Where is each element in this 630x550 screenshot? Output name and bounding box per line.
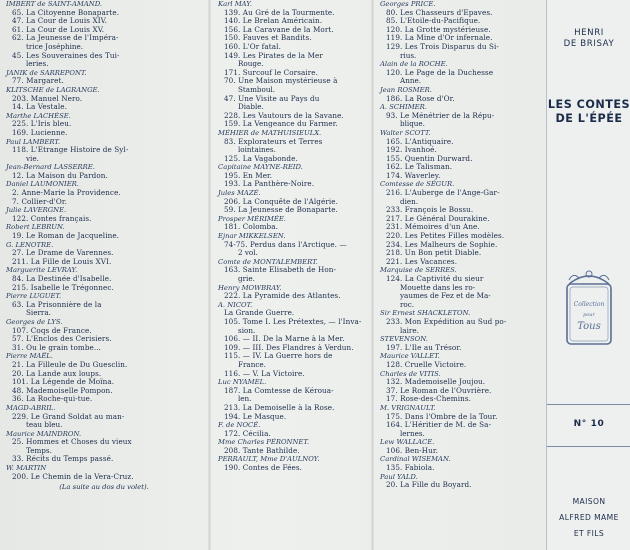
book-title: 163. Sainte Élisabeth de Hon- <box>224 266 337 275</box>
book-title: 193. La Panthère-Noire. <box>224 180 315 189</box>
author-name: Maurice VALLET. <box>380 352 440 361</box>
cover-title <box>547 98 630 126</box>
book-title-continued: lointaines. <box>238 146 276 155</box>
book-title: 27. Le Drame de Varennes. <box>12 249 114 258</box>
book-title: 233. François le Bossu. <box>386 206 474 215</box>
author-name: Marquise de SERRES. <box>380 266 457 275</box>
book-title: 20. La Lande aux loups. <box>12 369 102 378</box>
book-title: 45. Les Souveraines des Tui- <box>12 51 120 60</box>
book-title: 206. La Conquête de l'Algérie. <box>224 197 339 206</box>
book-title: 186. La Rose d'Or. <box>386 94 455 103</box>
book-title: 25. Hommes et Choses du vieux <box>12 438 132 447</box>
book-title: 124. La Captivité du sieur <box>386 275 484 283</box>
book-title: 33. Récits du Temps passé. <box>12 455 114 464</box>
book-title: 203. Manuel Nero. <box>12 94 83 103</box>
author-name: Karl MAY. <box>218 0 253 8</box>
book-title: 229. Le Grand Soldat au man- <box>12 412 125 421</box>
book-title-continued: Temps. <box>26 446 52 455</box>
book-title: 19. Le Roman de Jacqueline. <box>12 232 120 241</box>
book-title: 85. L'Étoile-du-Pacifique. <box>386 17 481 26</box>
book-title: 234. Les Malheurs de Sophie. <box>386 240 498 249</box>
author-name: Comte de MONTALEMBERT. <box>218 257 318 266</box>
book-title-continued: rius. <box>400 51 417 60</box>
book-title: 149. Les Pirates de la Mer <box>224 51 323 60</box>
author-name: W. MARTIN <box>6 464 47 473</box>
book-title-continued: 2 vol. <box>238 249 258 258</box>
author-name: MAGD-ABRIL. <box>6 403 56 412</box>
author-name: STEVENSON. <box>380 335 428 344</box>
catalog-column-2 <box>212 0 372 550</box>
book-title: 217. Le Général Dourakine. <box>386 214 490 223</box>
svg-text:pour: pour <box>583 312 595 318</box>
author-name: Capitaine MAYNE-REID. <box>218 163 303 172</box>
book-title-continued: blique. <box>400 120 425 129</box>
collection-ornament-icon <box>559 266 619 352</box>
author-name: Maurice MAINDRON. <box>6 429 82 438</box>
book-title: 135. Fabiola. <box>386 464 435 473</box>
cover-rule <box>547 446 630 447</box>
author-name: Comtesse de SÉGUR. <box>380 180 455 189</box>
author-name: Charles de VITIS. <box>380 369 441 378</box>
author-name: A. SCHIMER. <box>380 103 427 112</box>
book-title: 216. L'Auberge de l'Ange-Gar- <box>386 189 500 198</box>
catalog-column-1 <box>0 0 208 550</box>
book-title-continued: yaumes de Fez et de Ma- <box>400 292 491 301</box>
author-name: Alain de la ROCHE. <box>380 60 448 69</box>
book-title-continued: roc. <box>400 300 415 309</box>
book-title: 164. L'Héritier de M. de Sa- <box>386 421 492 430</box>
book-title: 7. Collier-d'Or. <box>12 197 67 206</box>
author-name: JANIK de SARREPONT. <box>6 68 87 77</box>
book-title: 194. Le Masque. <box>224 412 287 421</box>
book-title: 62. La Jeunesse de l'Impéra- <box>12 34 119 43</box>
author-name: Daniel LAUMONIER. <box>6 180 79 189</box>
book-title-continued: France. <box>238 360 266 369</box>
book-title: 187. La Comtesse de Kéroua- <box>224 386 334 395</box>
book-title: 215. Isabelle le Trégonnec. <box>12 283 114 292</box>
book-title: 47. La Cour de Louis XIV. <box>12 17 108 26</box>
book-title: 172. Cécilia. <box>224 429 271 438</box>
book-title: 139. Au Gré de la Tourmente. <box>224 8 335 17</box>
book-title: 20. La Fille du Boyard. <box>386 481 472 490</box>
author-name: PERRAULT, Mme D'AULNOY. <box>218 455 320 464</box>
book-title: 65. La Citoyenne Bonaparte. <box>12 8 120 17</box>
publisher-line3: ET FILS <box>573 529 605 538</box>
book-title: 118. L'Étrange Histoire de Syl- <box>12 146 129 155</box>
author-name: Henry MOWBRAY. <box>218 283 282 292</box>
author-name: F. de NOCÉ. <box>218 421 261 430</box>
book-title: 80. Les Chasseurs d'Épaves. <box>386 8 493 17</box>
book-title-continued: len. <box>238 395 252 404</box>
book-title-continued: dien. <box>400 197 419 206</box>
book-title: 107. Coqs de France. <box>12 326 92 335</box>
book-title: 47. Une Visite au Pays du <box>224 94 320 103</box>
book-title: 21. La Filleule de Du Guesclin. <box>12 360 128 369</box>
author-name: Jean ROSMER. <box>380 85 432 94</box>
book-title: 14. La Vestale. <box>12 103 68 112</box>
book-title: 106. — II. De la Marne à la Mer. <box>224 335 345 344</box>
book-title: 200. Le Chemin de la Vera-Cruz. <box>12 472 134 481</box>
book-title: 17. Rose-des-Chemins. <box>386 395 471 404</box>
book-title-continued: Rouge. <box>238 60 264 69</box>
book-title: 93. Le Ménétrier de la Répu- <box>386 111 495 120</box>
book-title: 195. En Mer. <box>224 171 273 180</box>
cover-author-line2: DE BRISAY <box>563 39 615 49</box>
book-title: 192. Ivanhoé. <box>386 146 437 155</box>
catalog-column-3 <box>374 0 544 550</box>
book-title: La Grande Guerre. <box>224 309 295 318</box>
book-title: 57. L'Enclos des Cerisiers. <box>12 335 112 344</box>
book-title: 162. Le Talisman. <box>386 163 453 172</box>
book-title: 105. Tome I. Les Prétextes, — l'Inva- <box>224 317 362 326</box>
book-title: 70. Une Maison mystérieuse à <box>224 77 338 86</box>
book-cover-panel <box>546 0 630 550</box>
author-name: Robert LEBRUN. <box>6 223 65 232</box>
book-title-continued: trice Joséphine. <box>26 42 84 51</box>
svg-text:Tous: Tous <box>577 321 601 332</box>
book-title: 83. Explorateurs et Terres <box>224 137 323 146</box>
author-name: Cardinal WISEMAN. <box>380 455 451 464</box>
book-title: 109. — III. Des Flandres à Verdun. <box>224 343 354 352</box>
book-title: 222. La Pyramide des Atlantes. <box>224 292 341 301</box>
book-title: 48. Mademoiselle Pompon. <box>12 386 113 395</box>
publisher-line2: ALFRED MAME <box>559 513 619 522</box>
svg-text:Collection: Collection <box>573 301 605 308</box>
continuation-note: (La suite au dos du volet). <box>59 483 149 492</box>
author-name: IMBERT de SAINT-AMAND. <box>6 0 103 8</box>
author-name: Prosper MÉRIMÉE. <box>218 214 286 223</box>
book-title: 120. Le Page de la Duchesse <box>386 68 494 77</box>
publisher <box>547 494 630 542</box>
book-title: 150. Fauves et Bandits. <box>224 34 312 43</box>
book-title: 37. Le Roman de l'Ouvrière. <box>386 386 492 395</box>
book-title: 77. Margaret. <box>12 77 64 86</box>
book-title-continued: Diable. <box>238 103 264 112</box>
cover-title-line2: DE L'ÉPÉE <box>555 112 623 125</box>
book-title: 63. La Prisonnière de la <box>12 300 102 309</box>
book-title: 84. La Destinée d'Isabelle. <box>12 275 112 283</box>
book-title-continued: lernes. <box>400 429 425 438</box>
book-title: 218. Un Bon petit Diable. <box>386 249 482 258</box>
author-name: Sir Ernest SHACKLETON. <box>380 309 471 318</box>
author-name: Walter SCOTT. <box>380 128 431 137</box>
book-title-continued: grie. <box>238 275 255 283</box>
author-name: Ejnar MIKKELSEN. <box>218 232 286 241</box>
book-title: 2. Anne-Marie la Providence. <box>12 189 121 198</box>
volume-number: N° 10 <box>573 419 605 429</box>
cover-title-line1: LES CONTES <box>547 98 630 111</box>
book-title-continued: sion. <box>238 326 256 335</box>
author-name: Pierre MAËL. <box>6 352 53 361</box>
book-title: 106. Ben-Hur. <box>386 446 439 455</box>
book-title: 36. La Roche-qui-tue. <box>12 395 93 404</box>
author-name: Georges PRICE. <box>380 0 436 8</box>
book-title: 101. La Légende de Moïna. <box>12 378 115 387</box>
author-name: Luc NYAMEL. <box>218 378 267 387</box>
book-title: 140. Le Brelan Américain. <box>224 17 323 26</box>
author-name: Marguerite LEVRAY. <box>6 266 78 275</box>
book-title-continued: Mouette dans les ro- <box>400 283 476 292</box>
book-title: 122. Contes français. <box>12 214 92 223</box>
book-title: 190. Contes de Fées. <box>224 464 303 473</box>
author-name: Georges de LYS. <box>6 317 63 326</box>
book-title: 228. Les Vautours de la Savane. <box>224 111 344 120</box>
book-title: 12. La Maison du Pardon. <box>12 171 108 180</box>
cover-rule <box>547 404 630 405</box>
book-title: 225. L'Iris bleu. <box>12 120 72 129</box>
book-title: 171. Surcouf le Corsaire. <box>224 68 319 77</box>
book-title: 59. La Jeunesse de Bonaparte. <box>224 206 338 215</box>
book-title: 116. — V. La Victoire. <box>224 369 305 378</box>
book-title-continued: Stamboul. <box>238 85 276 94</box>
book-title: 129. Les Trois Disparus du Si- <box>386 42 499 51</box>
fold-line <box>208 0 211 550</box>
book-title: 175. Dans l'Ombre de la Tour. <box>386 412 498 421</box>
book-title: 208. Tante Bathilde. <box>224 446 300 455</box>
book-title: 221. Les Vacances. <box>386 257 458 266</box>
author-name: Julie LAVERGNE. <box>6 206 67 215</box>
book-title: 181. Colomba. <box>224 223 279 232</box>
book-title: 61. La Cour de Louis XV. <box>12 25 105 34</box>
book-title: 128. Cruelle Victoire. <box>386 360 467 369</box>
author-name: A. NICOT. <box>218 300 253 309</box>
book-title-continued: Anne. <box>400 77 421 86</box>
book-title-continued: Sierra. <box>26 309 51 318</box>
book-title: 213. La Demoiselle à la Rose. <box>224 403 335 412</box>
author-name: Marthe LACHÈSE. <box>6 111 71 120</box>
author-name: KLITSCHE de LAGRANGE. <box>6 85 100 94</box>
book-title: 115. — IV. La Guerre hors de <box>224 352 333 361</box>
author-name: Mme Charles PÉRONNET. <box>218 438 310 447</box>
cover-author-line1: HENRI <box>574 28 604 38</box>
book-title: 233. Mon Expédition au Sud po- <box>386 317 507 326</box>
author-name: M. VRIGNAULT. <box>380 403 436 412</box>
book-title: 165. L'Antiquaire. <box>386 137 454 146</box>
book-title: 74-75. Perdus dans l'Arctique. — <box>224 240 347 249</box>
book-title: 174. Waverley. <box>386 171 441 180</box>
author-name: MÉHIER de MATHUISIEULX. <box>218 128 322 137</box>
publisher-line1: MAISON <box>572 497 606 506</box>
book-title: 220. Les Petites Filles modèles. <box>386 232 505 241</box>
book-title: 132. Mademoiselle Joujou. <box>386 378 486 387</box>
author-name: G. LENOTRE. <box>6 240 54 249</box>
book-title-continued: teau bleu. <box>26 421 63 430</box>
book-title: 120. La Grotte mystérieuse. <box>386 25 491 34</box>
book-title: 197. L'Île au Trésor. <box>386 343 462 352</box>
book-title-continued: laire. <box>400 326 419 335</box>
cover-author <box>547 28 630 50</box>
author-name: Jean-Bernard LASSERRE. <box>6 163 95 172</box>
book-title: 31. Ou le grain tombe... <box>12 343 102 352</box>
book-title: 160. L'Or fatal. <box>224 42 281 51</box>
book-title: 155. Quentin Durward. <box>386 154 473 163</box>
author-name: Pierre LUGUET. <box>6 292 62 301</box>
book-title-continued: vie. <box>26 154 39 163</box>
book-title: 211. La Fille de Louis XVI. <box>12 257 112 266</box>
author-name: Jules MAZÉ. <box>218 189 261 198</box>
book-title: 119. La Mine d'Or infernale. <box>386 34 493 43</box>
book-title: 231. Mémoires d'un Âne. <box>386 223 480 232</box>
author-name: Lew WALLACE. <box>380 438 435 447</box>
author-name: Paul LAMBERT. <box>6 137 61 146</box>
book-title: 156. La Caravane de la Mort. <box>224 25 334 34</box>
book-title-continued: leries. <box>26 60 49 69</box>
author-name: Paul YALD. <box>380 472 418 481</box>
book-title: 125. La Vagabonde. <box>224 154 298 163</box>
book-title: 159. La Vengeance du Farmer. <box>224 120 338 129</box>
book-title: 169. Lucienne. <box>12 128 68 137</box>
